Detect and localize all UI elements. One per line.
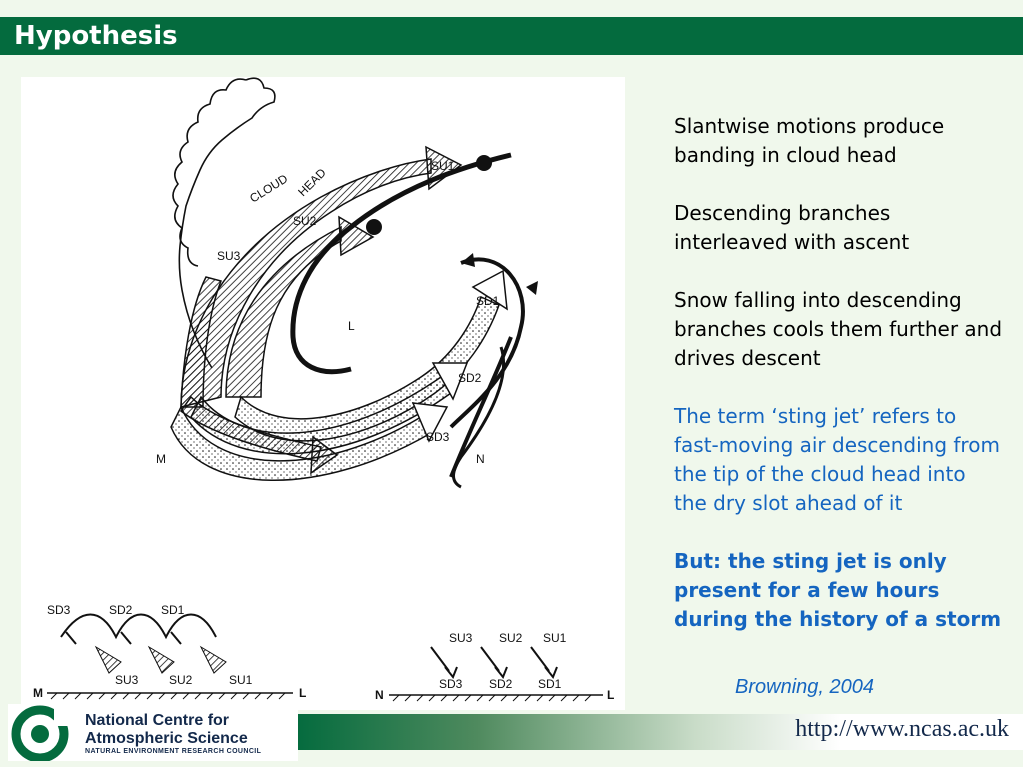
xs-left-bottom-label-1: SU3 xyxy=(115,673,139,687)
xs-left-end: L xyxy=(299,686,307,700)
footer-bar xyxy=(295,714,1023,750)
logo-line-2: Atmospheric Science xyxy=(85,730,248,747)
bullet-2: Descending branches interleaved with ascent xyxy=(674,201,910,254)
ncas-logo-icon xyxy=(8,704,78,761)
cloud-label: CLOUD xyxy=(247,171,291,206)
footer-url[interactable]: http://www.ncas.ac.uk xyxy=(795,716,1009,742)
xs-right-end: L xyxy=(607,688,615,702)
title-bar xyxy=(0,17,1023,55)
caveat: But: the sting jet is only present for a few hours during the history of a storm xyxy=(674,549,1002,631)
low-label: L xyxy=(348,319,355,333)
su2-label: SU2 xyxy=(293,214,317,228)
sd1-label: SD1 xyxy=(476,294,500,308)
xs-right-top-label-3: SU1 xyxy=(543,631,567,645)
logo-line-1: National Centre for xyxy=(85,712,230,729)
cross-section-m-l xyxy=(33,603,306,700)
bullet-3: Snow falling into descending branches cools them further and drives descent xyxy=(674,288,1003,370)
sd2-label: SD2 xyxy=(458,371,482,385)
head-label: HEAD xyxy=(295,165,329,200)
n-label: N xyxy=(476,452,485,466)
xs-left-top-label-1: SD3 xyxy=(47,603,71,617)
xs-left-top-label-2: SD2 xyxy=(109,603,133,617)
slide-text xyxy=(674,112,1004,663)
xs-left-top-label-3: SD1 xyxy=(161,603,185,617)
su1-label: SU1 xyxy=(431,159,455,173)
bullet-1: Slantwise motions produce banding in cloud head xyxy=(674,114,945,167)
xs-right-bottom-label-3: SD1 xyxy=(538,677,562,691)
xs-right-top-label-1: SU3 xyxy=(449,631,473,645)
slide-title: Hypothesis xyxy=(14,21,178,51)
xs-right-start: N xyxy=(375,688,384,702)
xs-right-bottom-label-1: SD3 xyxy=(439,677,463,691)
cross-section-n-l xyxy=(375,631,614,702)
m-label: M xyxy=(156,452,166,466)
xs-right-top-label-2: SU2 xyxy=(499,631,523,645)
xs-left-bottom-label-2: SU2 xyxy=(169,673,193,687)
logo-line-3: NATURAL ENVIRONMENT RESEARCH COUNCIL xyxy=(85,748,262,755)
citation: Browning, 2004 xyxy=(735,676,874,698)
xs-left-start: M xyxy=(33,686,43,700)
su3-label: SU3 xyxy=(217,249,241,263)
figure-drawing xyxy=(21,77,625,710)
xs-left-bottom-label-3: SU1 xyxy=(229,673,253,687)
ncas-logo xyxy=(8,704,298,761)
sting-jet-definition: The term ‘sting jet’ refers to fast-moving air descending from the tip of the cloud head into the dry slot ahead of it xyxy=(674,404,1000,515)
sd3-label: SD3 xyxy=(426,430,450,444)
xs-right-bottom-label-2: SD2 xyxy=(489,677,513,691)
sting-jet-figure xyxy=(21,77,625,710)
